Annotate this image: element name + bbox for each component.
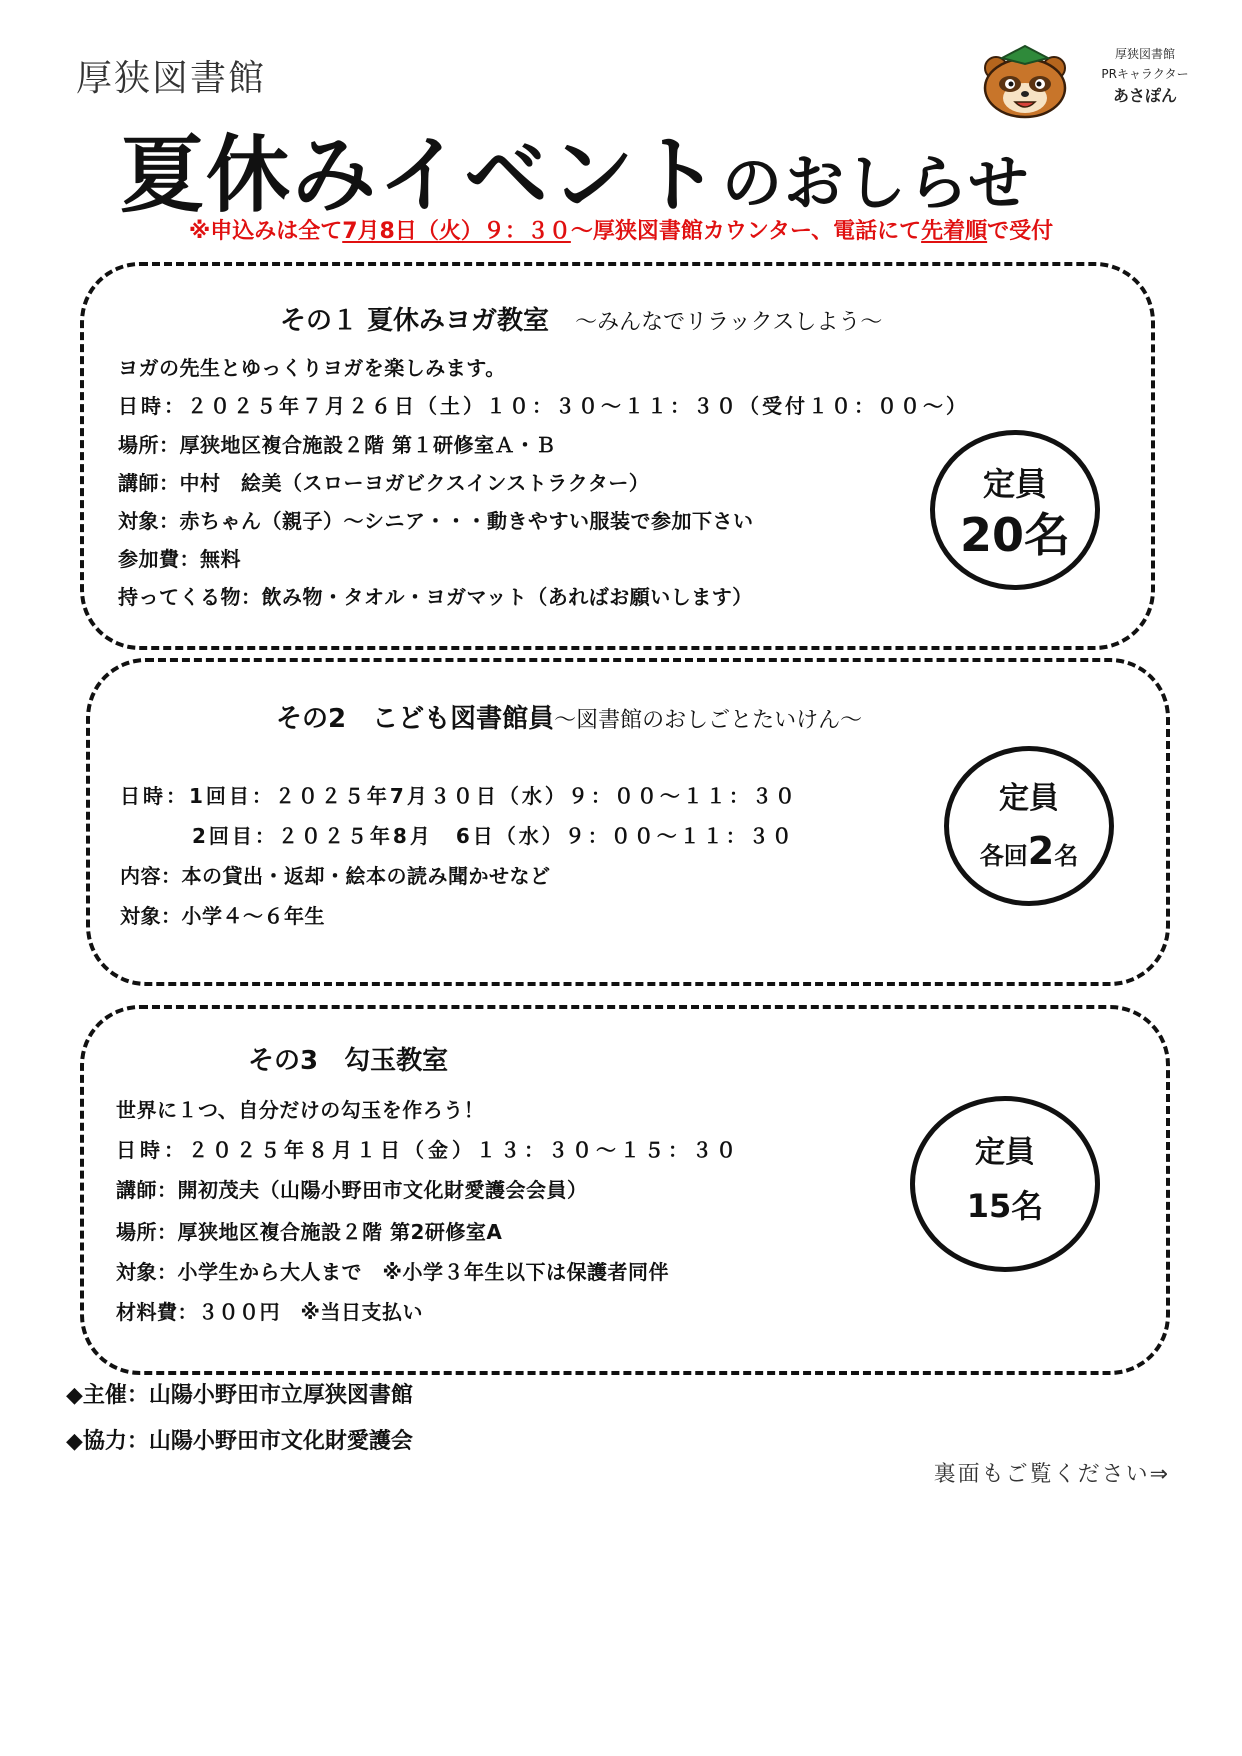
event-title-magatama	[248, 1040, 448, 1077]
library-name: 厚狭図書館	[76, 58, 267, 99]
event-line: 持ってくる物：飲み物・タオル・ヨガマット（あればお願いします）	[118, 585, 753, 609]
event-line: 2回目：２０２５年8月 6日（水）９：００～１１：３０	[192, 824, 795, 848]
back-page-note: 裏面もご覧ください⇒	[933, 1462, 1170, 1487]
capacity-unit: 名	[1054, 842, 1079, 870]
page-title	[120, 108, 1030, 229]
capacity-number: 2	[1027, 829, 1055, 873]
event-line: 内容：本の貸出・返却・絵本の読み聞かせなど	[120, 864, 551, 888]
event-line: 日時：２０２５年７月２６日（土）１０：３０～１１：３０（受付１０：００～）	[118, 394, 969, 418]
notice-first-come: 先着順	[921, 219, 988, 244]
event-line: 場所：厚狭地区複合施設２階 第１研修室Ａ・Ｂ	[118, 433, 556, 457]
application-notice	[40, 214, 1202, 245]
capacity-label: 定員	[999, 781, 1059, 816]
event-line: 場所：厚狭地区複合施設２階 第2研修室A	[116, 1220, 503, 1244]
capacity-value	[949, 829, 1109, 873]
capacity-badge-magatama	[910, 1096, 1100, 1272]
capacity-label: 定員	[975, 1135, 1035, 1170]
notice-part3: で受付	[987, 219, 1054, 244]
event-subtitle: ～図書館のおしごとたいけん～	[554, 708, 863, 733]
event-title-yoga	[280, 300, 882, 337]
event-line: 講師：開初茂夫（山陽小野田市文化財愛護会会員）	[116, 1178, 588, 1202]
capacity-value: 20名	[959, 508, 1070, 562]
event-line: 対象：赤ちゃん（親子）～シニア・・・動きやすい服装で参加下さい	[118, 509, 754, 533]
mascot-caption-line1: 厚狭図書館	[1114, 47, 1175, 61]
capacity-badge-kids-librarian	[944, 746, 1114, 906]
capacity-label: 定員	[982, 465, 1047, 503]
event-title-text: その3 勾玉教室	[248, 1046, 449, 1076]
event-title-text: その2 こども図書館員	[276, 704, 555, 734]
mascot-caption	[1090, 44, 1200, 108]
event-title-text: その１ 夏休みヨガ教室	[280, 306, 550, 336]
capacity-prefix: 各回	[979, 842, 1028, 870]
event-line: 世界に１つ、自分だけの勾玉を作ろう！	[116, 1098, 485, 1122]
organizer: ◆主催：山陽小野田市立厚狭図書館	[66, 1383, 413, 1408]
event-line: 対象：小学４～６年生	[120, 904, 325, 928]
capacity-badge-yoga	[930, 430, 1100, 590]
notice-part2: ～厚狭図書館カウンター、電話にて	[570, 219, 922, 244]
event-line: 講師：中村 絵美（スローヨガビクスインストラクター）	[118, 471, 650, 495]
event-line: ヨガの先生とゆっくりヨガを楽しみます。	[118, 356, 506, 380]
event-line: 材料費：３００円 ※当日支払い	[116, 1300, 423, 1324]
title-main: 夏休みイベント	[120, 126, 723, 224]
capacity-value: 15名	[966, 1187, 1044, 1225]
notice-date: 7月8日（火）９：３０	[342, 219, 571, 244]
mascot-name: あさぽん	[1112, 86, 1177, 105]
title-suffix: のおしらせ	[722, 149, 1031, 219]
event-line: 参加費：無料	[118, 547, 241, 571]
event-title-kids-librarian	[276, 698, 862, 735]
cooperation: ◆協力：山陽小野田市文化財愛護会	[66, 1429, 413, 1454]
event-line: 日時：２０２５年８月１日（金）１３：３０～１５：３０	[116, 1138, 740, 1162]
event-line: 日時：1回目：２０２５年7月３０日（水）９：００～１１：３０	[120, 784, 798, 808]
notice-part1: ※申込みは全て	[188, 219, 343, 244]
event-subtitle: ～みんなでリラックスしよう～	[575, 310, 883, 335]
event-line: 対象：小学生から大人まで ※小学３年生以下は保護者同伴	[116, 1260, 669, 1284]
mascot-caption-line2: PRキャラクター	[1101, 67, 1189, 81]
